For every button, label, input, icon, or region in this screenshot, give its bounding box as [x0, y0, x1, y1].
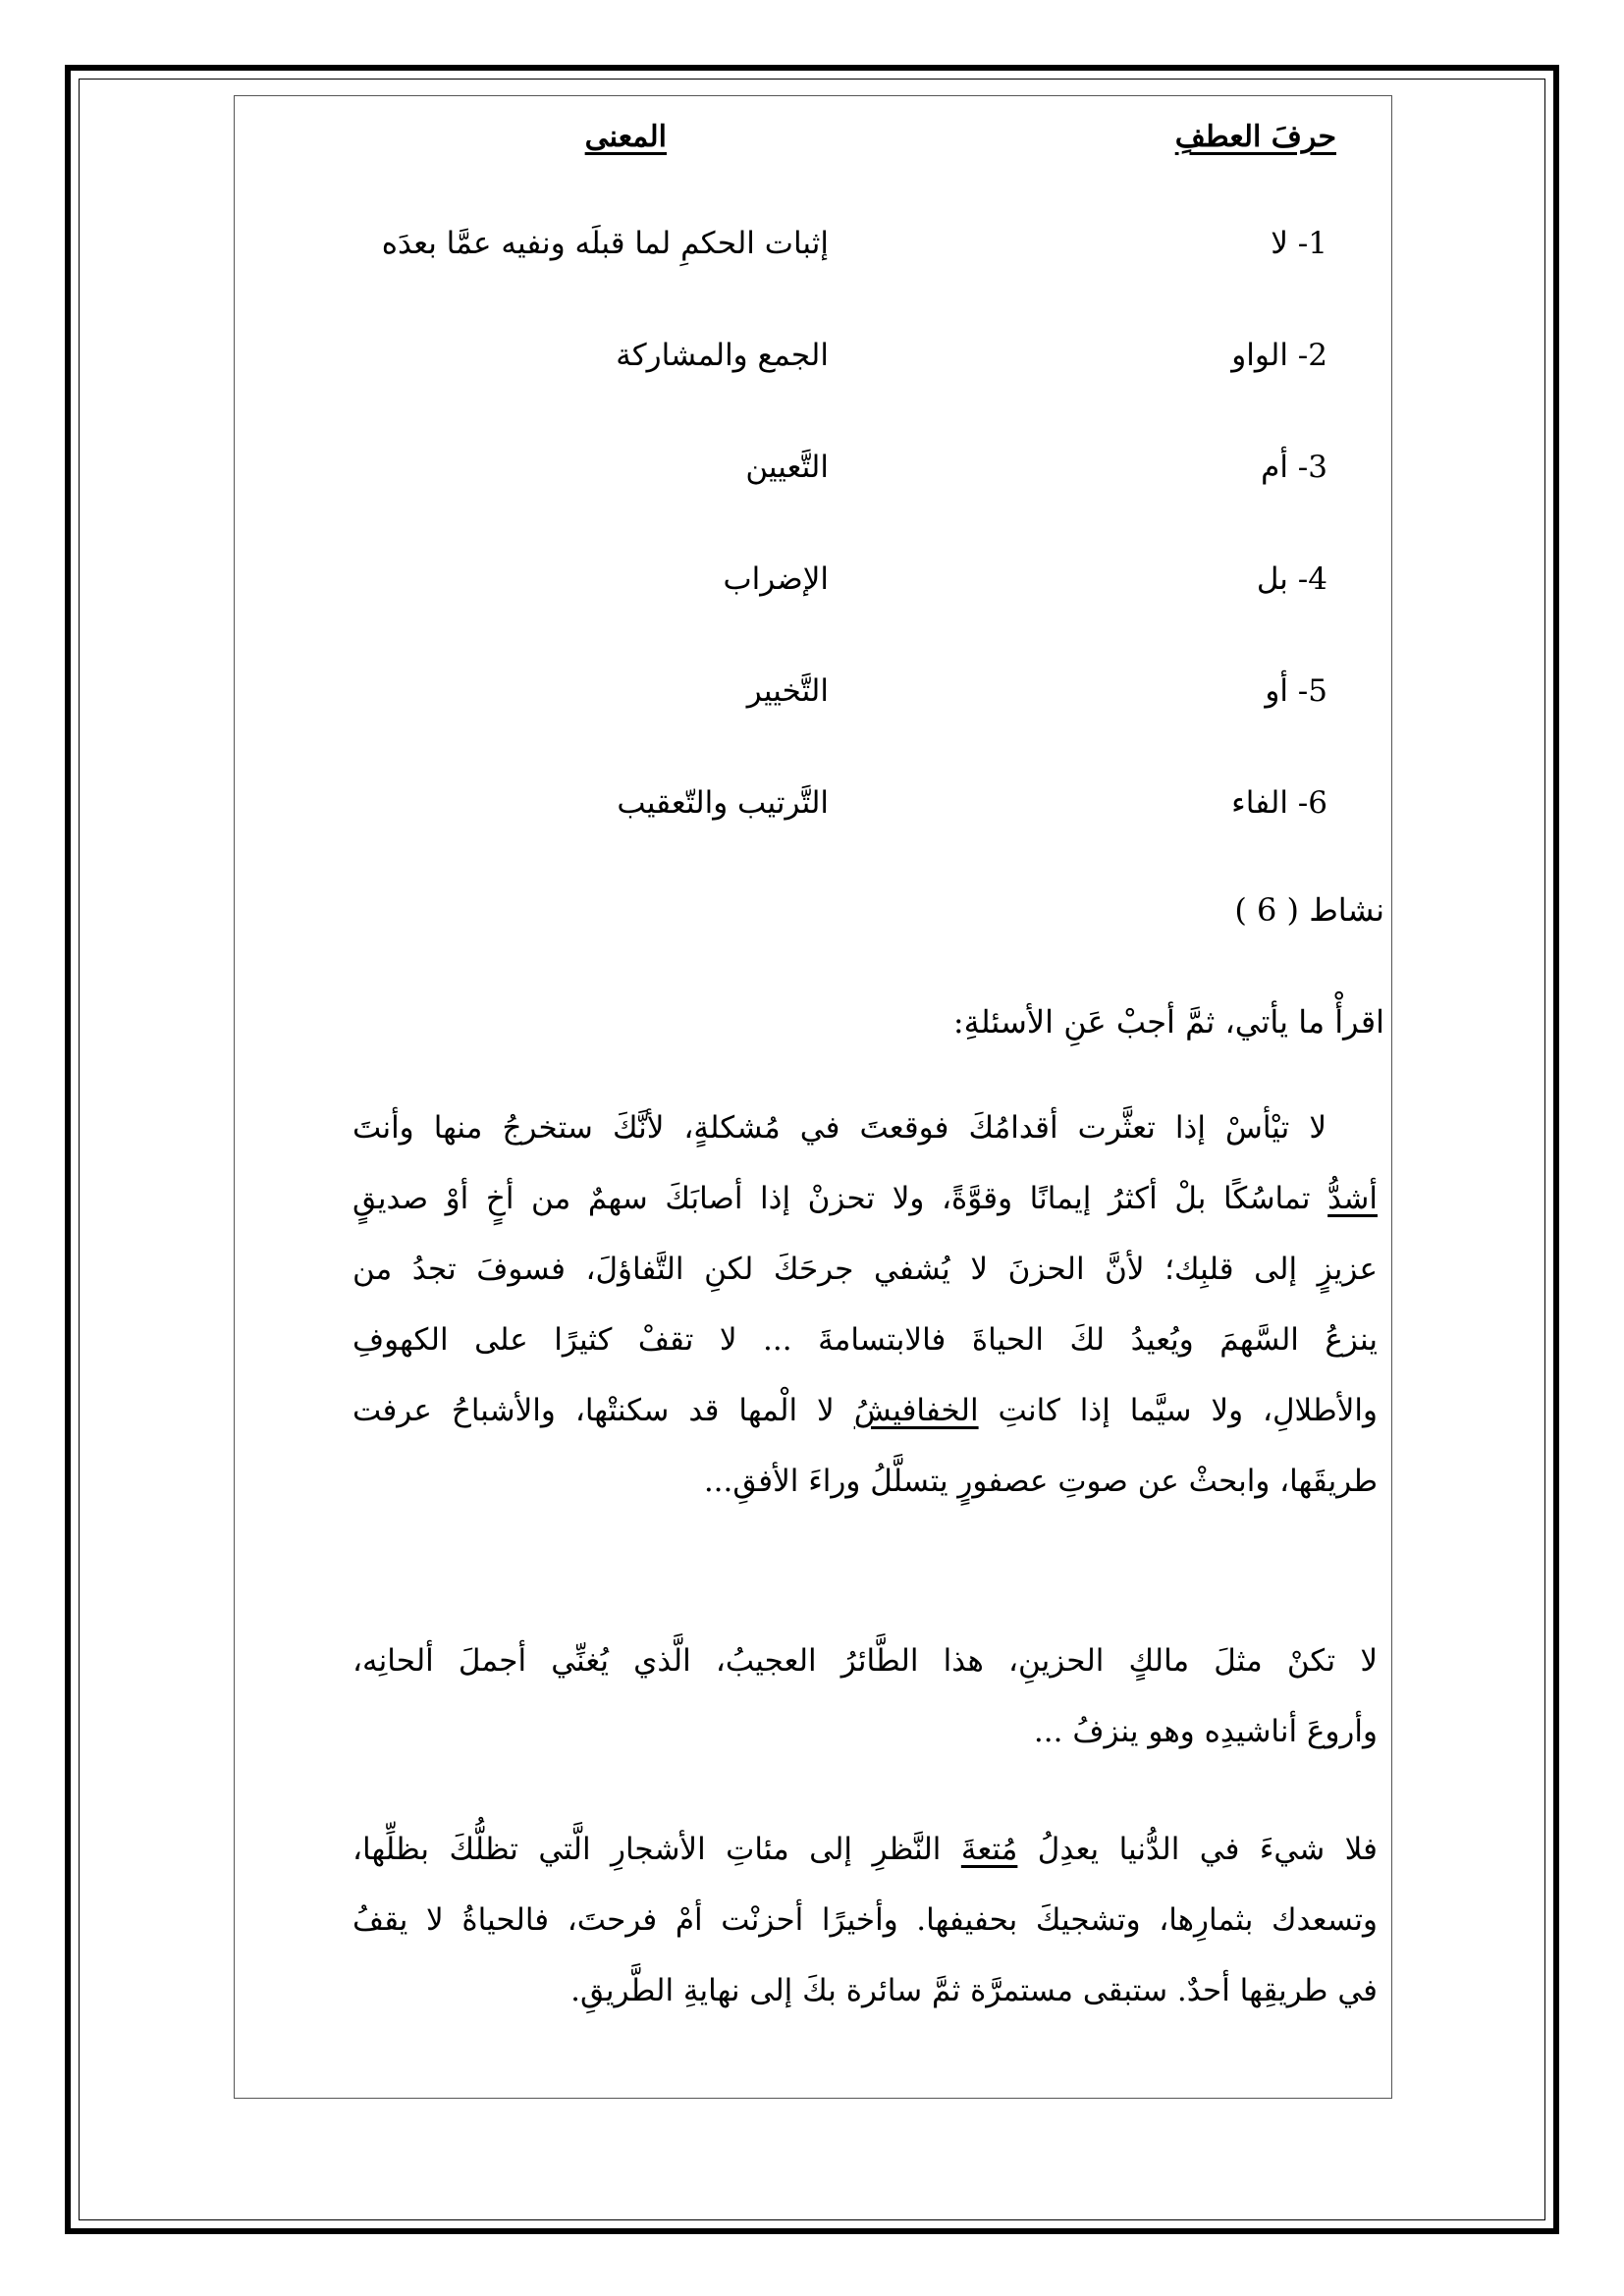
- line-text: تماسُكًا بلْ أكثرُ إيمانًا وقوَّةً، ولا تحزنْ إذا أصابَكَ سهمٌ من أخٍ أوْ صديقٍ: [352, 1181, 1328, 1216]
- paragraph-line: [352, 1163, 1378, 1234]
- underlined-word: الخفافيشُ: [853, 1393, 979, 1428]
- conjunction-term-4: 4- بل: [1256, 561, 1327, 597]
- conjunction-term-6: 6- الفاء: [1231, 785, 1327, 821]
- line-text: لا الْمها قد سكنتْها، والأشباحُ عرفت: [352, 1393, 854, 1428]
- conjunction-term-5: 5- أو: [1265, 673, 1327, 709]
- underlined-word: أشدُّ: [1327, 1181, 1378, 1216]
- paragraph-line: عزيزٍ إلى قلبِك؛ لأنَّ الحزنَ لا يُشفي جرحَكَ لكنِ التَّفاؤلَ، فسوفَ تجدُ من: [352, 1252, 1378, 1287]
- activity-title: نشاط ( 6 ): [1234, 891, 1384, 929]
- conjunction-meaning-3: التَّعيين: [745, 450, 829, 485]
- column-header-conjunction: حرفَ العطفِ: [1174, 120, 1336, 154]
- conjunction-meaning-2: الجمع والمشاركة: [616, 338, 829, 373]
- conjunction-meaning-4: الإضراب: [723, 561, 829, 597]
- conjunction-term-3: 3- أم: [1261, 450, 1327, 485]
- line-text: والأطلالِ، ولا سيَّما إذا كانتِ: [978, 1393, 1378, 1428]
- column-header-meaning: المعنى: [584, 120, 667, 154]
- passage-paragraph-1: [352, 1093, 1378, 1517]
- paragraph-line: طريقَها، وابحثْ عن صوتِ عصفورٍ يتسلَّلُ وراءَ الأفقِ...: [703, 1464, 1378, 1499]
- passage-paragraph-2: [352, 1626, 1378, 1767]
- paragraph-line: [352, 1814, 1378, 1885]
- conjunction-term-1: 1- لا: [1271, 226, 1327, 261]
- paragraph-line: وأروعَ أناشيدِه وهو ينزفُ ...: [1033, 1714, 1378, 1749]
- underlined-word: مُتعةَ: [960, 1832, 1018, 1867]
- line-text: النَّظرِ إلى مئاتِ الأشجارِ الَّتي تظلُّكَ بظلِّها،: [352, 1832, 961, 1867]
- activity-instruction: اقرأْ ما يأتي، ثمَّ أجبْ عَنِ الأسئلةِ:: [952, 1003, 1384, 1041]
- conjunction-meaning-5: التَّخيير: [746, 673, 829, 709]
- conjunction-meaning-6: التَّرتيب والتّعقيب: [617, 785, 829, 821]
- passage-paragraph-3: [352, 1814, 1378, 2026]
- paragraph-line: وتسعدك بثمارِها، وتشجيكَ بحفيفها. وأخيرًا أحزنْت أمْ فرحتَ، فالحياةُ لا يقفُ: [352, 1902, 1378, 1938]
- conjunction-meaning-1: إثبات الحكمِ لما قبلَه ونفيه عمَّا بعدَه: [381, 226, 829, 261]
- line-text: فلا شيءَ في الدُّنيا يعدِلُ: [1017, 1832, 1378, 1867]
- paragraph-line: لا تكنْ مثلَ مالكٍ الحزينِ، هذا الطَّائرُ العجيبُ، الَّذي يُغنِّي أجملَ ألحانِه،: [352, 1643, 1378, 1679]
- paragraph-line: [352, 1375, 1378, 1446]
- paragraph-line: لا تيْأسْ إذا تعثَّرت أقدامُكَ فوقعتَ في مُشكلةٍ، لأنَّكَ ستخرجُ منها وأنتَ: [352, 1110, 1326, 1146]
- conjunction-term-2: 2- الواو: [1231, 338, 1327, 373]
- paragraph-line: ينزعُ السَّهمَ ويُعيدُ لكَ الحياةَ فالابتسامةَ ... لا تقفْ كثيرًا على الكهوفِ: [352, 1322, 1378, 1358]
- paragraph-line: في طريقِها أحدٌ. ستبقى مستمرَّة ثمَّ سائرة بكَ إلى نهايةِ الطَّريقِ.: [570, 1973, 1378, 2008]
